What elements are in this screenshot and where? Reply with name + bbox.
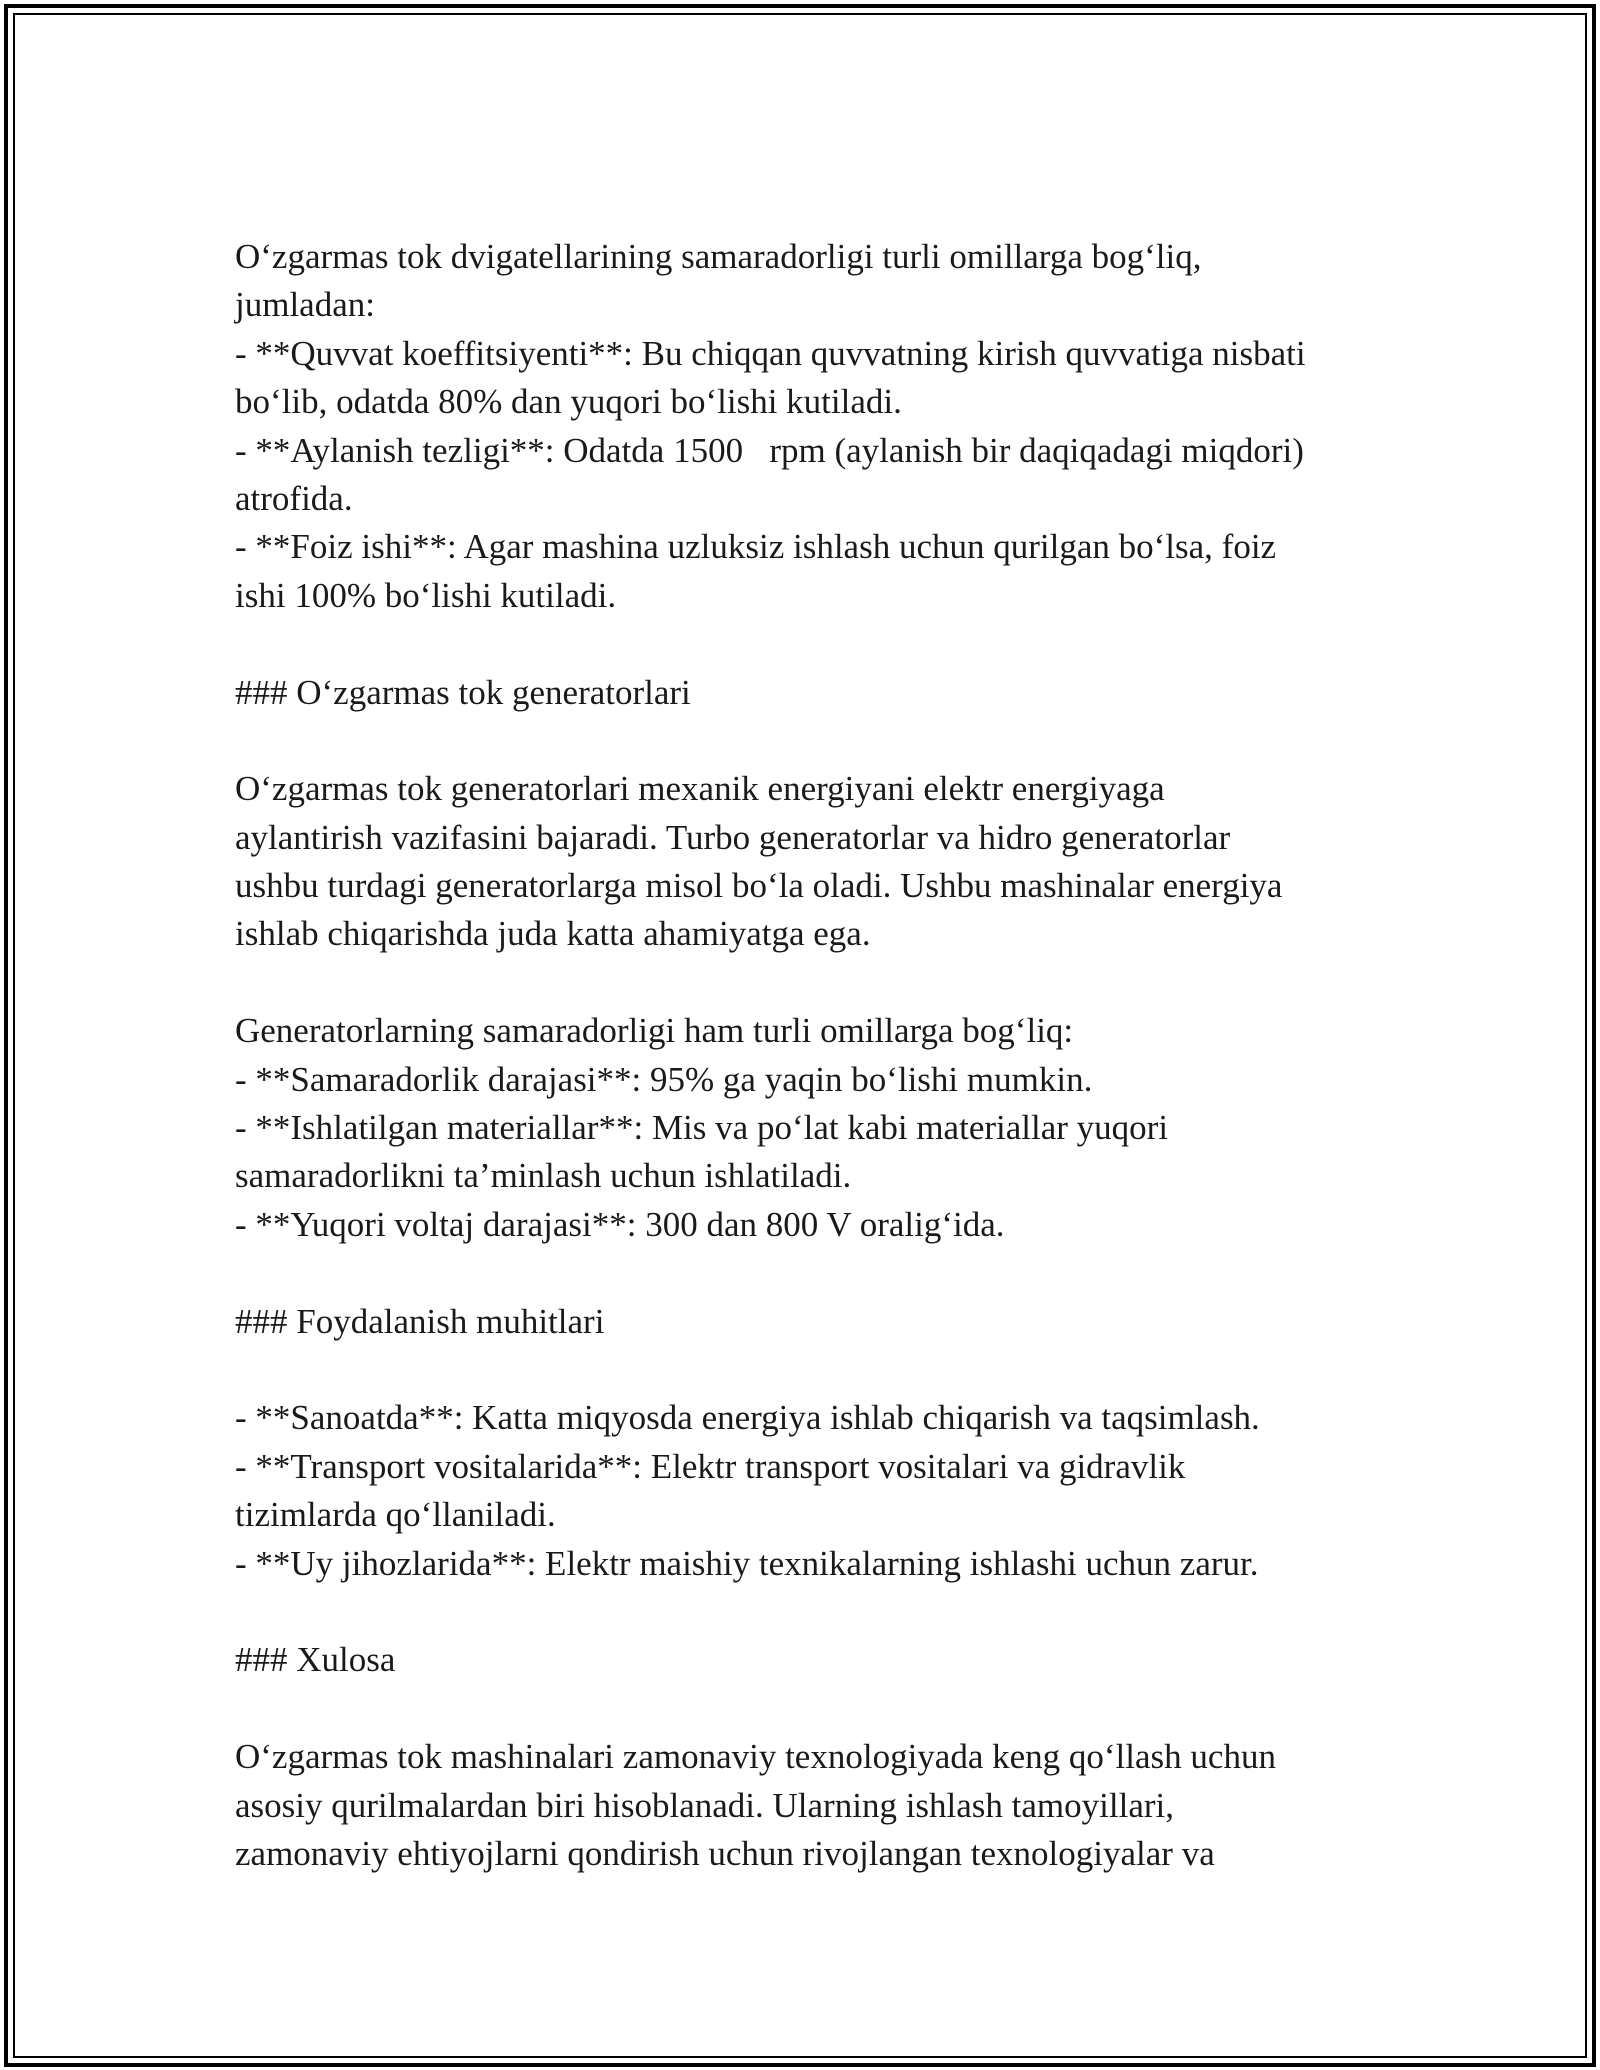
text-line: ushbu turdagi generatorlarga misol bo‘la oladi. Ushbu mashinalar energiya — [235, 866, 1283, 906]
heading-text: ### O‘zgarmas tok generatorlari — [235, 672, 691, 712]
intro-paragraph — [235, 233, 1375, 620]
blank-line — [235, 1685, 1375, 1733]
text-line: - **Samaradorlik darajasi**: 95% ga yaqin bo‘lishi mumkin. — [235, 1059, 1093, 1099]
heading-text: ### Foydalanish muhitlari — [235, 1301, 605, 1341]
text-line: jumladan: — [235, 285, 375, 325]
generator-efficiency-paragraph — [235, 1007, 1375, 1249]
text-line: O‘zgarmas tok generatorlari mexanik energiyani elektr energiyaga — [235, 769, 1165, 809]
text-line: - **Sanoatda**: Katta miqyosda energiya ishlab chiqarish va taqsimlash. — [235, 1398, 1260, 1438]
text-line: asosiy qurilmalardan biri hisoblanadi. Ularning ishlash tamoyillari, — [235, 1785, 1174, 1825]
text-line: zamonaviy ehtiyojlarni qondirish uchun rivojlangan texnologiyalar va — [235, 1833, 1215, 1873]
text-line: O‘zgarmas tok mashinalari zamonaviy texnologiyada keng qo‘llash uchun — [235, 1737, 1276, 1777]
heading-conclusion — [235, 1636, 1375, 1684]
heading-text: ### Xulosa — [235, 1640, 396, 1680]
text-line: - **Transport vositalarida**: Elektr transport vositalari va gidravlik — [235, 1446, 1186, 1486]
text-line: aylantirish vazifasini bajaradi. Turbo generatorlar va hidro generatorlar — [235, 817, 1231, 857]
blank-line — [235, 1346, 1375, 1394]
text-line: bo‘lib, odatda 80% dan yuqori bo‘lishi kutiladi. — [235, 382, 902, 422]
generators-paragraph — [235, 765, 1375, 959]
blank-line — [235, 1588, 1375, 1636]
text-line: - **Aylanish tezligi**: Odatda 1500 rpm (aylanish bir daqiqadagi miqdori) — [235, 430, 1304, 470]
text-line: tizimlarda qo‘llaniladi. — [235, 1495, 556, 1535]
text-line: ishi 100% bo‘lishi kutiladi. — [235, 575, 617, 615]
text-line: - **Ishlatilgan materiallar**: Mis va po‘lat kabi materiallar yuqori — [235, 1108, 1169, 1148]
blank-line — [235, 959, 1375, 1007]
text-line: - **Uy jihozlarida**: Elektr maishiy texnikalarning ishlashi uchun zarur. — [235, 1543, 1259, 1583]
heading-usage — [235, 1298, 1375, 1346]
heading-generators — [235, 669, 1375, 717]
text-line: samaradorlikni ta’minlash uchun ishlatiladi. — [235, 1156, 852, 1196]
text-line: atrofida. — [235, 478, 353, 518]
text-line: - **Quvvat koeffitsiyenti**: Bu chiqqan quvvatning kirish quvvatiga nisbati — [235, 333, 1306, 373]
text-line: ishlab chiqarishda juda katta ahamiyatga ega. — [235, 914, 871, 954]
blank-line — [235, 1249, 1375, 1297]
text-line: O‘zgarmas tok dvigatellarining samaradorligi turli omillarga bog‘liq, — [235, 237, 1202, 276]
conclusion-paragraph — [235, 1733, 1375, 1878]
usage-list — [235, 1394, 1375, 1588]
blank-line — [235, 620, 1375, 668]
blank-line — [235, 717, 1375, 765]
text-line: Generatorlarning samaradorligi ham turli omillarga bog‘liq: — [235, 1011, 1074, 1051]
text-line: - **Yuqori voltaj darajasi**: 300 dan 800 V oralig‘ida. — [235, 1204, 1005, 1244]
document-body — [235, 233, 1375, 1878]
text-line: - **Foiz ishi**: Agar mashina uzluksiz ishlash uchun qurilgan bo‘lsa, foiz — [235, 527, 1277, 567]
